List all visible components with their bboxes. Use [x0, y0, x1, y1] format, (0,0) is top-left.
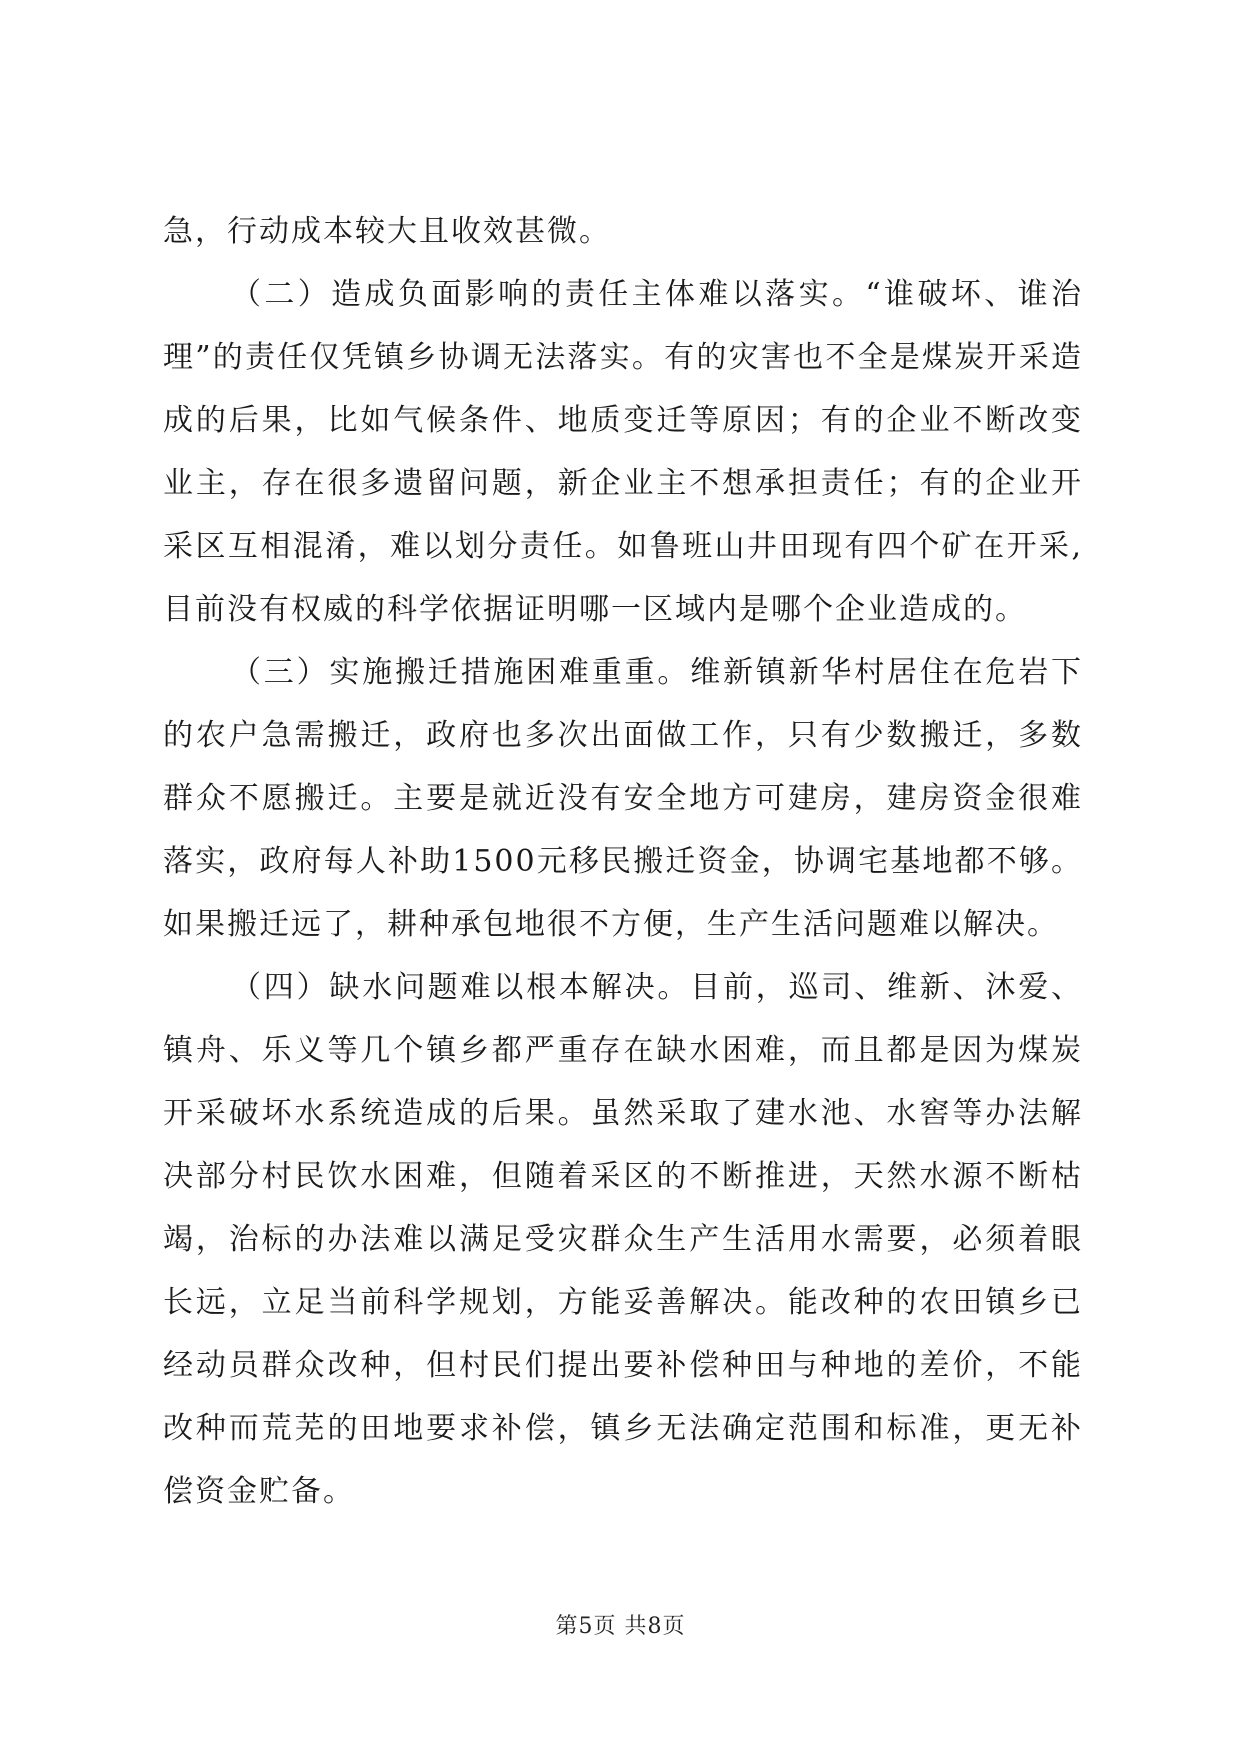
page-footer — [0, 1612, 1241, 1642]
paragraph-section-4: （四）缺水问题难以根本解决。目前，巡司、维新、沐爱、镇舟、乐义等几个镇乡都严重存在缺水困难，而且都是因为煤炭开采破坏水系统造成的后果。虽然采取了建水池、水窖等办法解决部分村民饮水困难，但随着采区的不断推进，天然水源不断枯竭，治标的办法难以满足受灾群众生产生活用水需要，必须着眼长远，立足当前科学规划，方能妥善解决。能改种的农田镇乡已经动员群众改种，但村民们提出要补偿种田与种地的差价，不能改种而荒芜的田地要求补偿，镇乡无法确定范围和标准，更无补偿资金贮备。 — [163, 970, 1083, 1509]
paragraph-section-3: （三）实施搬迁措施困难重重。维新镇新华村居住在危岩下的农户急需搬迁，政府也多次出面做工作，只有少数搬迁，多数群众不愿搬迁。主要是就近没有安全地方可建房，建房资金很难落实，政府每人补助1500元移民搬迁资金，协调宅基地都不够。如果搬迁远了，耕种承包地很不方便，生产生活问题难以解决。 — [163, 655, 1083, 942]
page-number-label: 第5页 共8页 — [555, 1614, 686, 1639]
paragraph-section-2: （二）造成负面影响的责任主体难以落实。“谁破坏、谁治理”的责任仅凭镇乡协调无法落实。有的灾害也不全是煤炭开采造成的后果，比如气候条件、地质变迁等原因；有的企业不断改变业主，存在很多遗留问题，新企业主不想承担责任；有的企业开采区互相混淆，难以划分责任。如鲁班山井田现有四个矿在开采,目前没有权威的科学依据证明哪一区域内是哪个企业造成的。 — [163, 277, 1083, 627]
paragraph-continuation: 急，行动成本较大且收效甚微。 — [163, 214, 611, 249]
document-body — [163, 200, 1083, 1523]
